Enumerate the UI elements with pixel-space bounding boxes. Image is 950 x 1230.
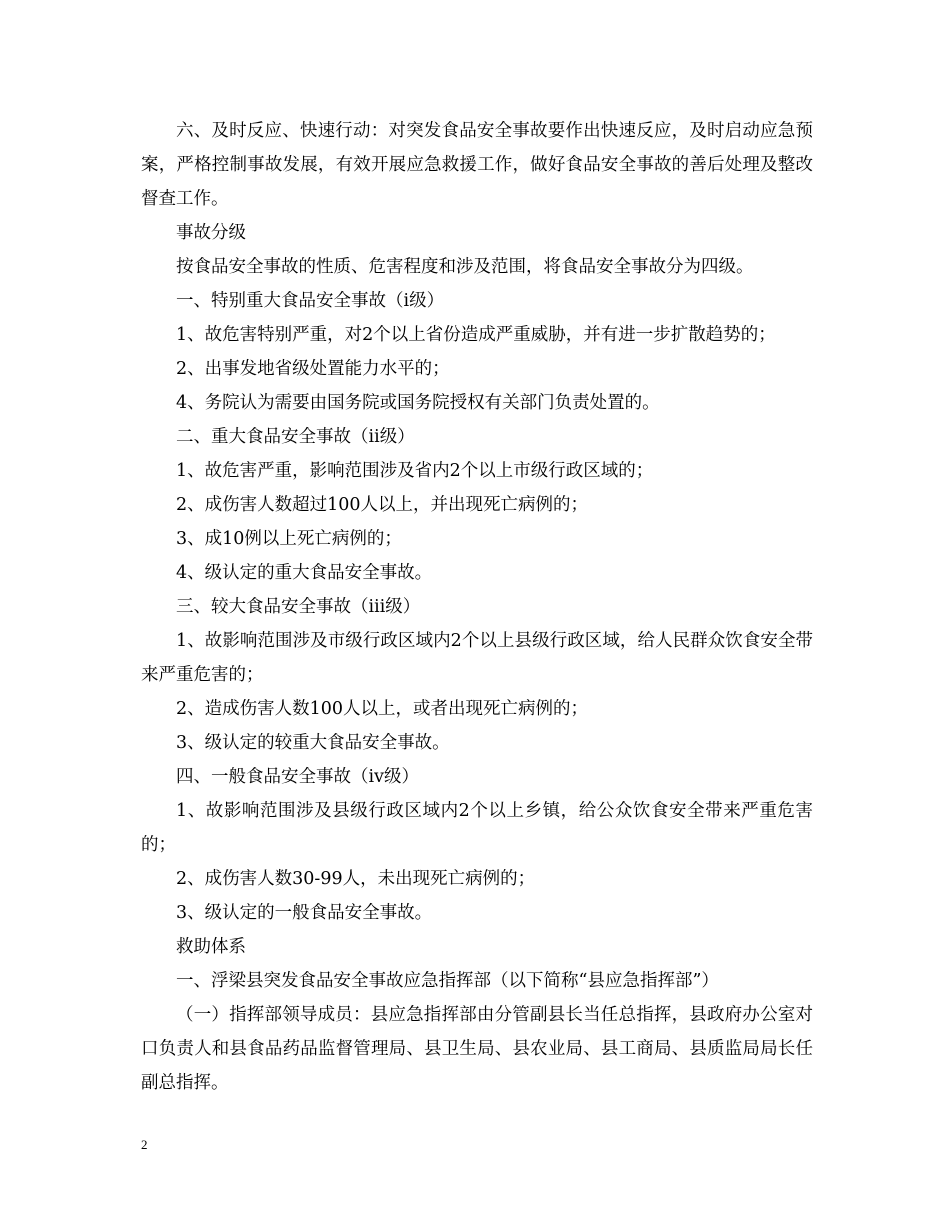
page-number: 2 <box>141 1137 148 1152</box>
heading-level-4: 四、一般食品安全事故（ⅳ级） <box>176 767 419 787</box>
heading-incident-grading: 事故分级 <box>176 223 246 243</box>
list-item: 3、成10例以上死亡病例的； <box>176 529 402 549</box>
list-item: 2、成伤害人数超过100人以上，并出现死亡病例的； <box>176 495 589 515</box>
list-item: 3、级认定的较重大食品安全事故。 <box>176 733 450 753</box>
heading-command-center: 一、浮梁县突发食品安全事故应急指挥部（以下简称“县应急指挥部”） <box>176 971 719 991</box>
list-item: 1、故危害特别严重，对2个以上省份造成严重威胁，并有进一步扩散趋势的； <box>176 325 776 345</box>
list-item: 4、务院认为需要由国务院或国务院授权有关部门负责处置的。 <box>176 393 660 413</box>
list-item: 3、级认定的一般食品安全事故。 <box>176 903 433 923</box>
heading-level-1: 一、特别重大食品安全事故（ⅰ级） <box>176 291 445 311</box>
list-item: 4、级认定的重大食品安全事故。 <box>176 563 433 583</box>
list-item: 1、故影响范围涉及市级行政区域内2个以上县级行政区域，给人民群众饮食安全带来严重危害的； <box>141 631 813 685</box>
heading-level-2: 二、重大食品安全事故（ⅱ级） <box>176 427 415 447</box>
heading-rescue-system: 救助体系 <box>176 937 246 957</box>
paragraph-grading-intro: 按食品安全事故的性质、危害程度和涉及范围，将食品安全事故分为四级。 <box>176 257 754 277</box>
list-item: 2、成伤害人数30-99人，未出现死亡病例的； <box>176 869 536 889</box>
list-item: 2、造成伤害人数100人以上，或者出现死亡病例的； <box>176 699 589 719</box>
list-item: 2、出事发地省级处置能力水平的； <box>176 359 450 379</box>
list-item: 1、故危害严重，影响范围涉及省内2个以上市级行政区域的； <box>176 461 654 481</box>
heading-level-3: 三、较大食品安全事故（ⅲ级） <box>176 597 421 617</box>
list-item: 1、故影响范围涉及县级行政区域内2个以上乡镇，给公众饮食安全带来严重危害的； <box>141 801 813 855</box>
document-body <box>141 114 813 1100</box>
paragraph-command-members: （一）指挥部领导成员：县应急指挥部由分管副县长当任总指挥，县政府办公室对口负责人和县食品药品监督管理局、县卫生局、县农业局、县工商局、县质监局局长任副总指挥。 <box>141 1005 813 1093</box>
paragraph-response-principle: 六、及时反应、快速行动：对突发食品安全事故要作出快速反应，及时启动应急预案，严格控制事故发展，有效开展应急救援工作，做好食品安全事故的善后处理及整改督查工作。 <box>141 121 813 209</box>
